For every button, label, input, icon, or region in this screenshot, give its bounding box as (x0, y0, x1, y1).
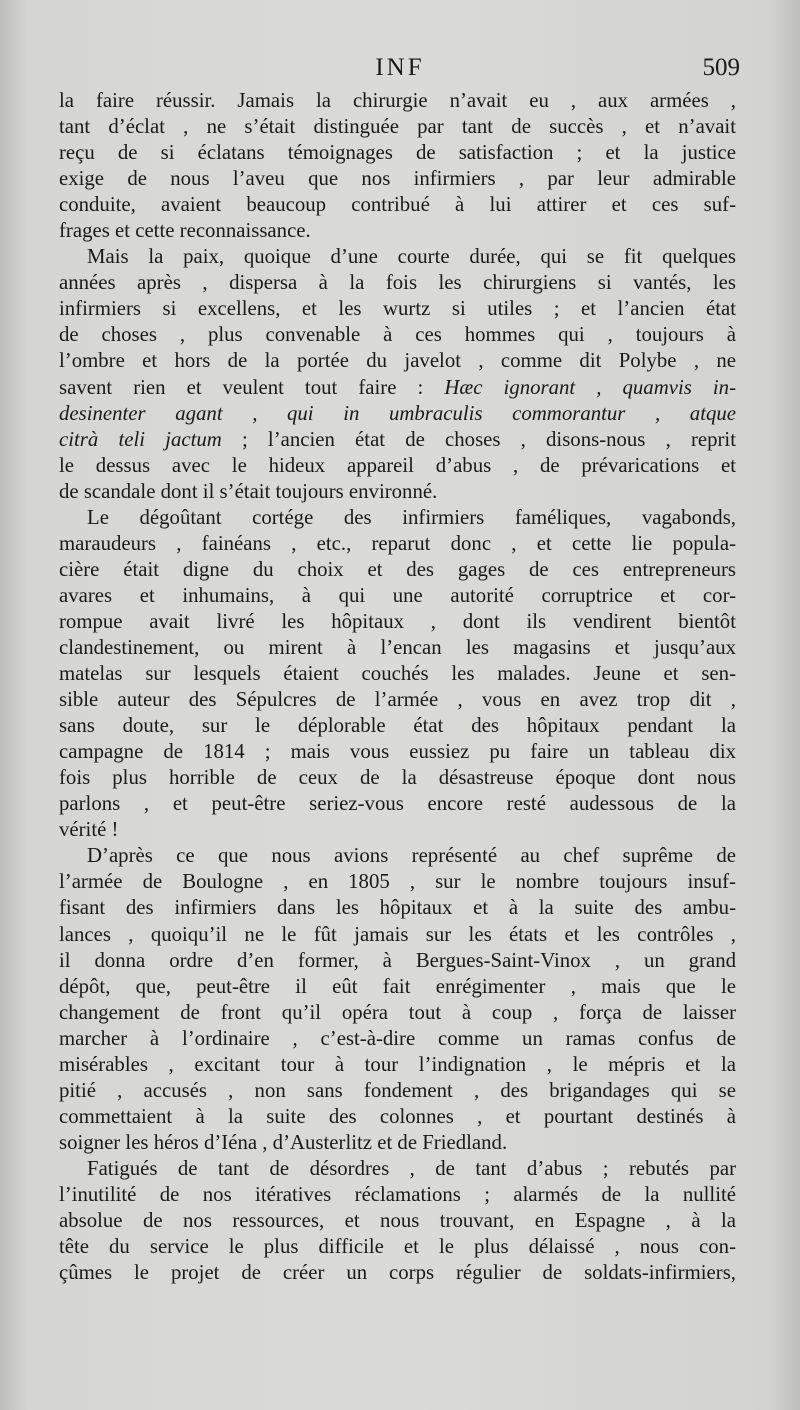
text-line: clandestinement, ou mirent à l’encan les magasins et jusqu’aux (59, 635, 736, 659)
latin-quotation: desinenter agant , qui in umbraculis commorantur , atque (59, 401, 736, 425)
text-line: infirmiers si excellens, et les wurtz si utiles ; et l’ancien état (59, 297, 736, 321)
text-line: savent rien et veulent tout faire : Hæc ignorant , quamvis in- (59, 375, 736, 399)
text-line: cière était digne du choix et des gages de ces entrepreneurs (59, 557, 736, 581)
text-line: commettaient à la suite des colonnes , et pourtant destinés à (59, 1104, 736, 1128)
text-line: tant d’éclat , ne s’était distinguée par tant de succès , et n’avait (59, 115, 736, 139)
text-line: pitié , accusés , non sans fondement , des brigandages qui se (59, 1078, 736, 1102)
text-line: citrà teli jactum ; l’ancien état de choses , disons-nous , reprit (59, 427, 736, 451)
page-number: 509 (702, 54, 740, 81)
text-line: Le dégoûtant cortége des infirmiers faméliques, vagabonds, (87, 505, 736, 529)
text-line: parlons , et peut-être seriez-vous encore resté audessous de la (59, 792, 736, 816)
text-line: reçu de si éclatans témoignages de satisfaction ; et la justice (59, 141, 736, 165)
paragraph-1 (59, 88, 736, 244)
text-line: l’inutilité de nos itératives réclamations ; alarmés de la nullité (59, 1182, 736, 1206)
text-line: marcher à l’ordinaire , c’est-à-dire comme un ramas confus de (59, 1026, 736, 1050)
text-line: lances , quoiqu’il ne le fût jamais sur les états et les contrôles , (59, 922, 736, 946)
text-line: dépôt, que, peut-être il eût fait enrégimenter , mais que le (59, 974, 736, 998)
paragraph-4 (59, 843, 736, 1156)
text-line: années après , dispersa à la fois les chirurgiens si vantés, les (59, 271, 736, 295)
latin-quotation: citrà teli jactum (59, 427, 222, 451)
text-line: fisant des infirmiers dans les hôpitaux et à la suite des ambu- (59, 896, 736, 920)
text-line: vérité ! (59, 818, 119, 842)
page-header (60, 54, 740, 90)
paragraph-2 (59, 244, 736, 504)
text-line: de choses , plus convenable à ces hommes qui , toujours à (59, 323, 736, 347)
text-line: changement de front qu’il opéra tout à coup , força de laisser (59, 1000, 736, 1024)
text-line: exige de nous l’aveu que nos infirmiers , par leur admirable (59, 167, 736, 191)
text-line: l’ombre et hors de la portée du javelot , comme dit Polybe , ne (59, 349, 736, 373)
paragraph-5 (59, 1156, 736, 1286)
text-line: de scandale dont il s’était toujours environné. (59, 479, 438, 503)
text-line: avares et inhumains, à qui une autorité corruptrice et cor- (59, 583, 736, 607)
text-line: il donna ordre d’en former, à Bergues-Saint-Vinox , un grand (59, 948, 736, 972)
paragraph-3 (59, 505, 736, 844)
text-line: çûmes le projet de créer un corps régulier de soldats-infirmiers, (59, 1261, 736, 1285)
text-line: absolue de nos ressources, et nous trouvant, en Espagne , à la (59, 1209, 736, 1233)
text-line: sans doute, sur le déplorable état des hôpitaux pendant la (59, 714, 736, 738)
text-line: campagne de 1814 ; mais vous eussiez pu faire un tableau dix (59, 740, 736, 764)
body-text (59, 88, 736, 1286)
text-line: rompue avait livré les hôpitaux , dont ils vendirent bientôt (59, 609, 736, 633)
text-line: soigner les héros d’Iéna , d’Austerlitz et de Friedland. (59, 1130, 508, 1154)
text-line: Mais la paix, quoique d’une courte durée, qui se fit quelques (87, 245, 736, 269)
text-line: tête du service le plus difficile et le plus délaissé , nous con- (59, 1235, 736, 1259)
text-line: la faire réussir. Jamais la chirurgie n’avait eu , aux armées , (59, 89, 736, 112)
text-line: matelas sur lesquels étaient couchés les malades. Jeune et sen- (59, 662, 736, 686)
text-line: maraudeurs , fainéans , etc., reparut donc , et cette lie popula- (59, 531, 736, 555)
text-line: Fatigués de tant de désordres , de tant d’abus ; rebutés par (87, 1156, 736, 1180)
text-line: frages et cette reconnaissance. (59, 219, 311, 243)
text-line: fois plus horrible de ceux de la désastreuse époque dont nous (59, 766, 736, 790)
text-line: D’après ce que nous avions représenté au chef suprême de (87, 844, 736, 868)
text-line: conduite, avaient beaucoup contribué à lui attirer et ces suf- (59, 193, 736, 217)
text-line: sible auteur des Sépulcres de l’armée , vous en avez trop dit , (59, 688, 736, 712)
running-head: INF (375, 54, 425, 81)
text-line: le dessus avec le hideux appareil d’abus , de prévarications et (59, 453, 736, 477)
text-line: misérables , excitant tour à tour l’indignation , le mépris et la (59, 1052, 736, 1076)
text-line: l’armée de Boulogne , en 1805 , sur le nombre toujours insuf- (59, 870, 736, 894)
text-line-italic (59, 401, 736, 427)
latin-quotation: Hæc ignorant , quamvis in- (444, 375, 736, 399)
